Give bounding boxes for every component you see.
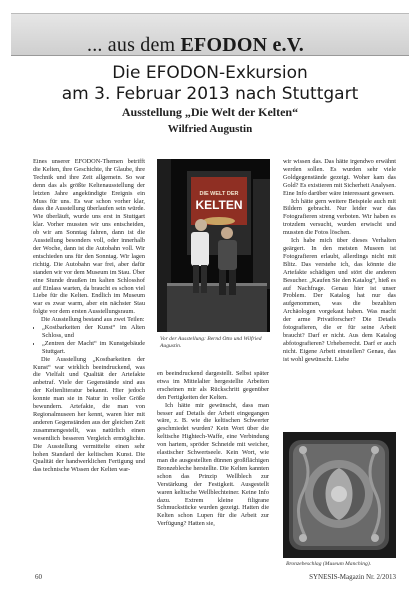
article-subtitle: Ausstellung „Die Welt der Kelten“ [121,105,299,119]
list-item: • „Zentren der Macht“ im Kunstgebäude Stuttgart. [42,340,145,356]
page-number: 60 [35,573,42,581]
photo-exhibition-entrance [157,159,270,332]
paragraph: Ich hätte mir gewünscht, dass man besser auf Details der Arbeit eingegangen wäre, z. B. wie die keltischen Schwerter geschmiedet wurden? Kein Wort über die keltische Hightech-Waffe, eine Verbindung von hartem, spröder Schneide mit weicher, elastischer Schwertseele. Kein Wort, wie man die ausgestellten dünnen großflächigen Bronzebleche herstellte. Die Kelten kannten schon das Prinzip Wellblech zur Verstärkung der Festigkeit. Ausgestellt waren keltische Wellblechteiner. Keine Info dazu. Extrem kleine filigrane Schmuckstücke wurden gezeigt. Hatten die Kelten schon Lupen für die Arbeit zur Verfügung? Hatten sie, [157,401,269,528]
exhibition-sign-line2: KELTEN [195,198,243,212]
exhibition-sign-line1: DIE WELT DER [199,191,239,197]
header-prefix: ... aus dem [87,34,181,56]
paragraph: Die Ausstellung „Kostbarkeiten der Kunst“ war wirklich beeindruckend, was die Vielfalt und Qualität der Artefakte anbetraf. Viele der Gegenstände sind aus der Keltenliteratur bekannt. Hier jedoch konnte man sie in Natur in voller Größe bewundern. Artefakte, die man von Regionalmuseen her kennt, waren hier mit anderen Gegenständen aus der gleichen Zeit zusammengestellt, was natürlich einen wesentlich besseren Vergleich ermöglichte. Die Ausstellung vermittelte einen sehr hohen Standard der keltischen Kunst. Die Qualität der handwerklichen Fertigung und das technische Wissen der Kelten war- [33,355,145,474]
paragraph: Ich hätte gern weitere Beispiele auch mit Bildern gebracht. Nur leider war das Fotografieren streng verboten. Wir haben es trotzdem versucht, wurden erwischt und mussten die Fotos löschen. [283,197,396,237]
paragraph: Ich habe mich über dieses Verhalten geärgert. In den meisten Museen ist Fotografieren erlaubt, allerdings nicht mit Blitz. Das verstehe ich, das könnte die Artefakte schädigen und stört die anderen Besucher. „Kaufen Sie den Katalog“, hieß es auf Nachfrage. Genau hier ist unser Problem. Der Katalog hat nur das aufgenommen, was die bezahlten Archäologen vorgekaut haben. Was macht der arme Privatforscher? Die Details fotografieren, die er für seine Arbeit braucht? Darf er nicht. Aus dem Katalog abfotografieren? Urheberrecht. Darf er auch nicht. Eigene Arbeit einstellen? Genau, das ist wohl gewünscht. Liebe [283,237,396,363]
text-column-1 [33,158,145,568]
article-title-line2: am 3. Februar 2013 nach Stuttgart [61,84,359,104]
paragraph: Die Ausstellung bestand aus zwei Teilen: [41,316,145,324]
magazine-issue: SYNESIS-Magazin Nr. 2/2013 [309,573,396,581]
text-column-2 [157,370,269,568]
header-organization-name: EFODON e.V. [180,34,304,56]
paragraph: Eines unserer EFODON-Themen betrifft die Kelten, ihre Geschichte, ihr Glaube, ihre Technik und ihre Zeit allgemein. So war denn das als größte Keltenausstellung der letzten Jahre angekündigte Ereignis ein Muss für uns. Es war schon vorher klar, dass die Ausstellung überlaufen sein würde. Wie überläuft, wurde uns erst in Stuttgart klar. Vorher mussten wir uns entscheiden, ob wir am Sonntag fahren, dann ist die Ausstellung besonders voll, oder innerhalb der Woche, dann ist die Autobahn voll. Wir entschieden uns für den Sonntag. Wir lagen richtig. Die Autobahn war frei, aber dafür standen wir vor dem Museum im Stau. Über eine Stunde draußen im kalten Schlosshof auf Einlass warten, da braucht es schon viel Liebe für die Kelten. Endlich im Museum war es zwar warm, aber ein nächster Stau folgte vor dem ersten Ausstellungsraum. [33,158,145,316]
text-column-3 [283,158,396,423]
article-title-line1: Die EFODON-Exkursion [112,63,308,83]
photo-caption: Vor der Ausstellung: Bernd Otto und Wilfried Augustin. [160,336,262,349]
photo-bronze-fitting [283,432,396,558]
photo-illustration [157,159,270,332]
list-item: • „Kostbarkeiten der Kunst“ im Alten Schloss, und [42,324,145,340]
exhibition-parts-list [33,324,145,356]
photo-caption: Bronzebeschlag (Museum Manching). [286,561,372,567]
section-header-title [87,34,304,57]
paragraph: wir wissen das. Das hätte irgendwo erwähnt werden sollen. Es wurden sehr viele Goldgegenstände gezeigt. Woher kam das Gold? Es existieren mit Sicherheit Analysen. Eine Info darüber wäre interessant gewesen. [283,158,396,197]
paragraph: en beeindruckend dargestellt. Selbst später etwa im Mittelalter hergestellte Arbeiten erscheinen mir als Rückschritt gegenüber den Fertigkeiten der Kelten. [157,370,269,401]
article-author: Wilfried Augustin [167,123,253,135]
photo-illustration [283,432,396,558]
section-header-banner [11,13,409,56]
